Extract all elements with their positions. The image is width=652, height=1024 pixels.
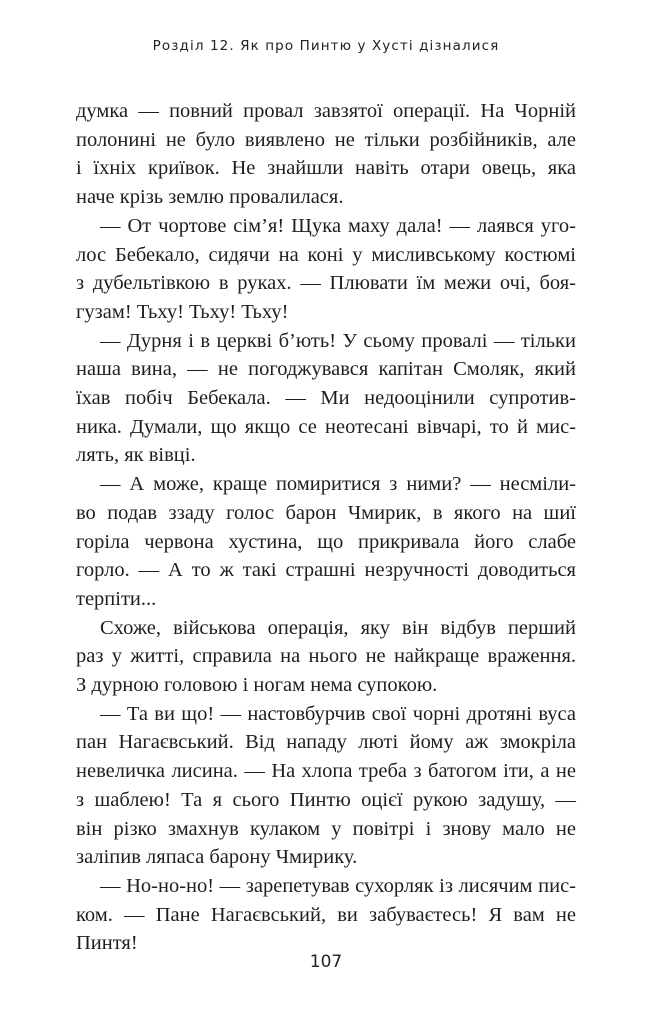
text-line: ком. — Пане Нагаєвський, ви забуваєтесь! Я вам не [76, 903, 576, 926]
paragraph [76, 614, 576, 700]
text-line: невеличка лисина. — На хлопа треба з батогом іти, а не [76, 760, 576, 783]
text-line: — Дурня і в церкві б’ють! У сьому провалі — тільки [100, 329, 576, 352]
text-line: думка — повний провал завзятої операції. На Чорній [76, 100, 576, 122]
text-line: — А може, краще помиритися з ними? — несміли- [100, 473, 576, 496]
text-line: горіла червона хустина, що прикривала його слабе [76, 530, 576, 553]
text-line: — От чортове сім’я! Щука маху дала! — лаявся уго- [100, 214, 576, 237]
text-line: з шаблею! Та я сього Пинтю оцієї рукою задушу, — [76, 788, 576, 811]
paragraph [76, 212, 576, 327]
paragraph [76, 872, 576, 958]
text-line: лос Бебекало, сидячи на коні у мисливському костюмі [76, 243, 576, 266]
text-line: Пинтя! [76, 932, 138, 955]
text-line: З дурною головою і ногам нема супокою. [76, 674, 438, 697]
text-line: заліпив ляпаса барону Чмирику. [76, 846, 358, 869]
paragraph [76, 700, 576, 872]
text-line: і їхніх криївок. Не знайшли навіть отари овець, яка [76, 157, 576, 180]
text-line: він різко змахнув кулаком у повітрі і знову мало не [76, 817, 576, 840]
text-line: пан Нагаєвський. Від нападу люті йому аж змокріла [76, 731, 576, 754]
text-line: ника. Думали, що якщо се неотесані вівчарі, то й мис- [76, 415, 576, 438]
text-line: їхав побіч Бебекала. — Ми недооцінили супротив- [76, 387, 576, 410]
text-line: Схоже, військова операція, яку він відбув перший [100, 616, 576, 639]
text-line: з дубельтівкою в руках. — Плювати їм межи очі, боя- [76, 272, 576, 295]
text-line: наша вина, — не погоджувався капітан Смоляк, який [76, 358, 576, 381]
running-header: Розділ 12. Як про Пинтю у Хусті дізналися [152, 38, 500, 54]
text-line: наче крізь землю провалилася. [76, 186, 344, 209]
text-line: — Та ви що! — настовбурчив свої чорні дротяні вуса [100, 702, 576, 725]
text-line: горло. — А то ж такі страшні незручності доводиться [76, 559, 576, 582]
paragraph [76, 470, 576, 614]
paragraph [76, 97, 576, 212]
text-line: терпіти... [76, 587, 157, 610]
page-number: 107 [309, 952, 343, 972]
text-line: во подав ззаду голос барон Чмирик, в якого на шиї [76, 501, 576, 524]
text-line: лять, як вівці. [76, 444, 196, 467]
text-line: — Но-но-но! — зарепетував сухорляк із лисячим пис- [100, 874, 576, 897]
text-line: гузам! Тьху! Тьху! Тьху! [76, 300, 289, 323]
text-line: раз у житті, справила на нього не найкраще враження. [76, 645, 576, 668]
text-line: полонині не було виявлено не тільки розбійників, але [76, 128, 576, 151]
paragraph [76, 327, 576, 471]
body-text [76, 97, 576, 958]
